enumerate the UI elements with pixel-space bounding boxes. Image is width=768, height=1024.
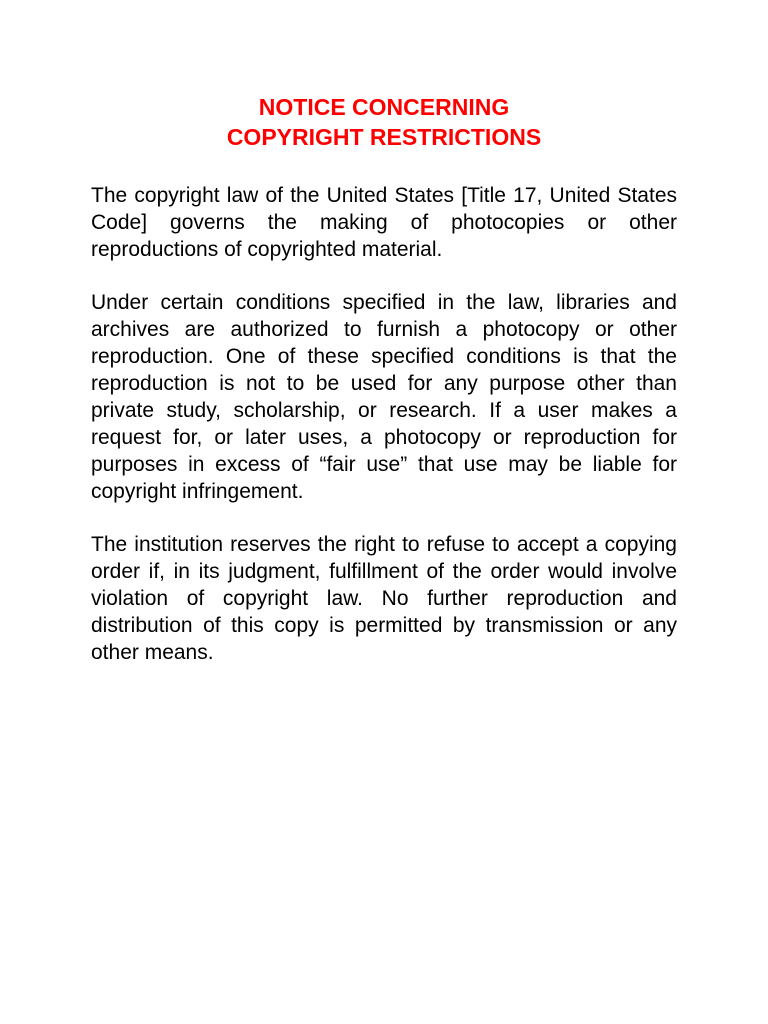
notice-title (0, 92, 768, 152)
notice-title-line-2: COPYRIGHT RESTRICTIONS (226, 124, 542, 150)
paragraph-institution-rights: The institution reserves the right to refuse to accept a copying order if, in its judgment, fulfillment of the order would involve violation of copyright law. No further reproduction and distribution of this copy is permitted by transmission or any other means. (91, 533, 677, 664)
paragraph-conditions: Under certain conditions specified in the law, libraries and archives are authorized to furnish a photocopy or other reproduction. One of these specified conditions is that the reproduction is not to be used for any purpose other than private study, scholarship, or research. If a user makes a request for, or later uses, a photocopy or reproduction for purposes in excess of “fair use” that use may be liable for copyright infringement. (91, 291, 677, 503)
paragraph-copyright-law: The copyright law of the United States [Title 17, United States Code] governs the making of photocopies or other reproductions of copyrighted material. (91, 184, 677, 261)
notice-title-line-1: NOTICE CONCERNING (258, 94, 510, 120)
